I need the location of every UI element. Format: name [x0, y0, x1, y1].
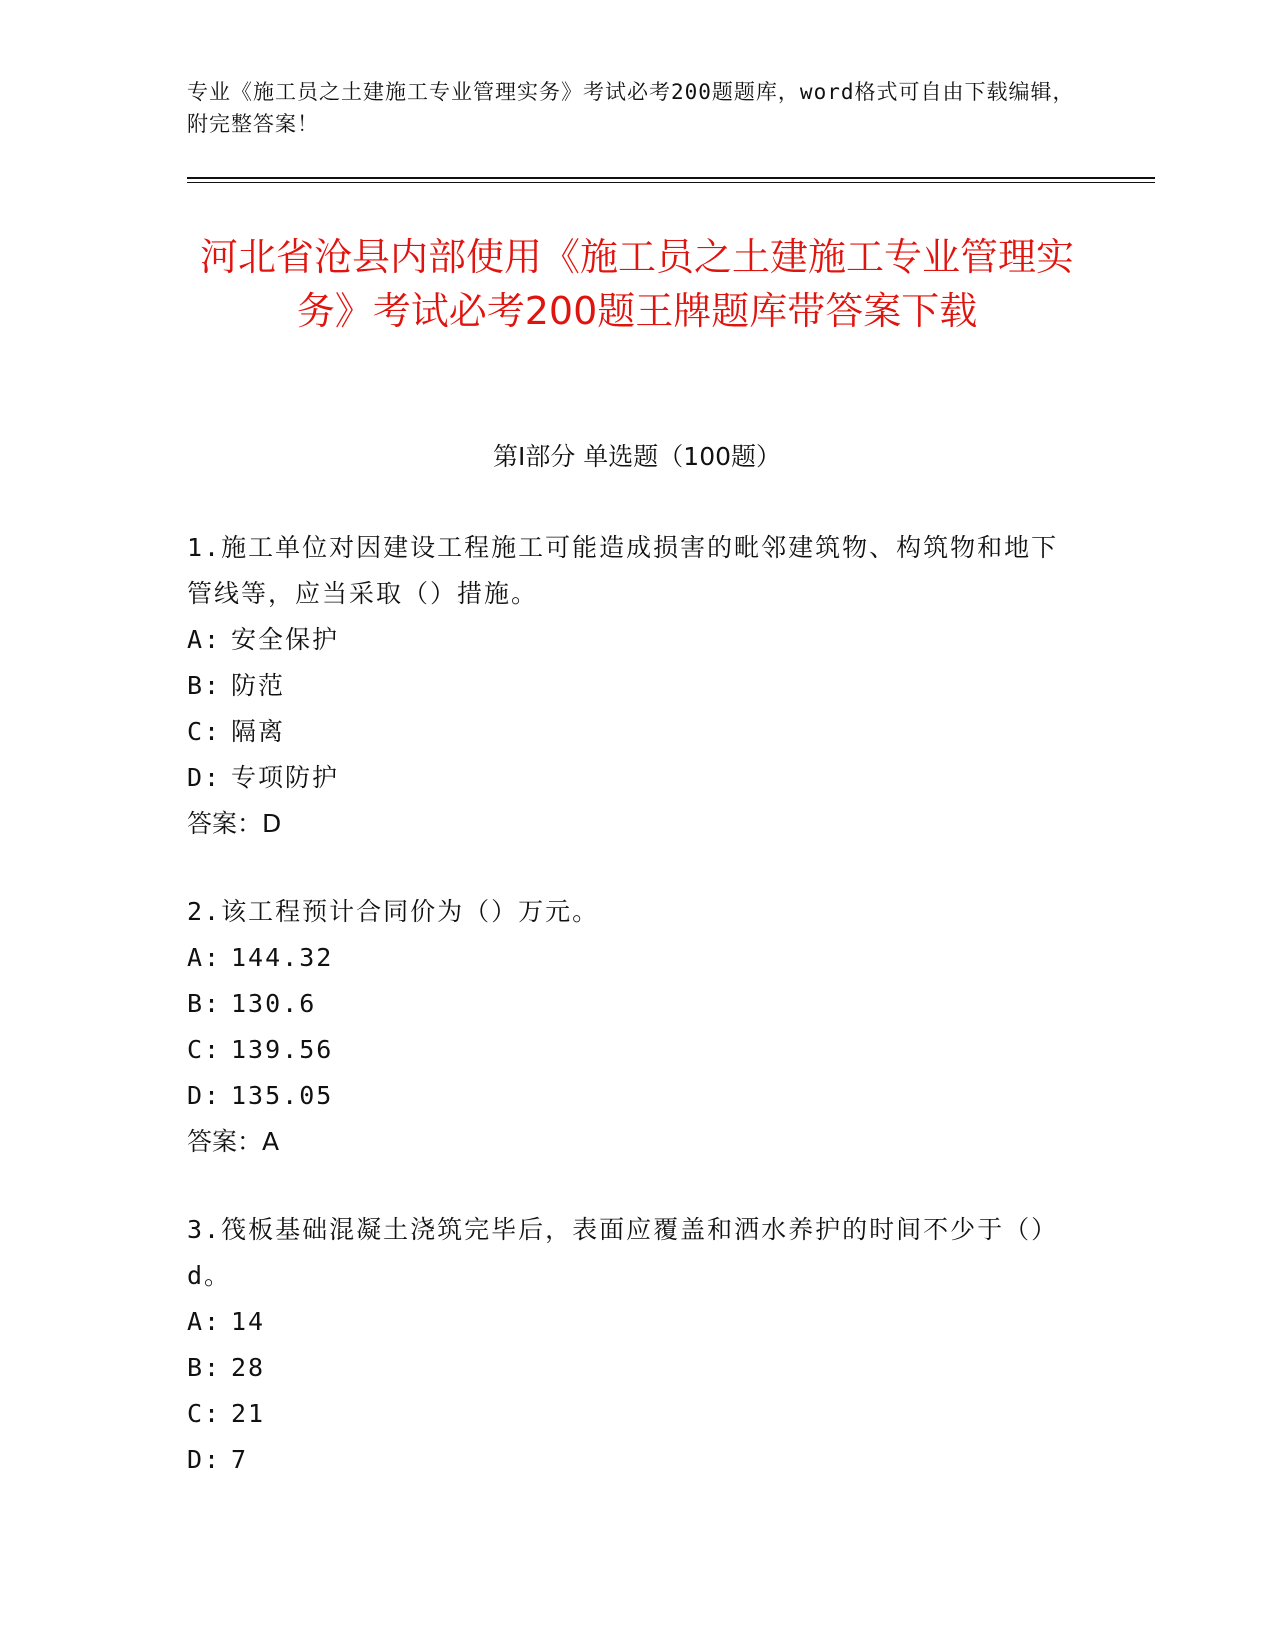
section-heading: 第Ⅰ部分 单选题（100题） — [492, 442, 782, 471]
question-stem: 1.施工单位对因建设工程施工可能造成损害的毗邻建筑物、构筑物和地下管线等，应当采取（）措施。 — [187, 533, 1059, 608]
header-divider-thin — [187, 182, 1155, 183]
document-title: 河北省沧县内部使用《施工员之土建施工专业管理实务》考试必考200题王牌题库带答案下载 — [199, 235, 1074, 333]
option-label: D: — [187, 1445, 222, 1474]
option-label: A: — [187, 625, 222, 654]
option-label: C: — [187, 717, 222, 746]
question-1 — [187, 525, 1067, 847]
option-a — [187, 617, 1067, 663]
option-b — [187, 981, 1067, 1027]
option-text: 安全保护 — [231, 625, 340, 654]
option-text: 防范 — [231, 671, 286, 700]
option-text: 28 — [231, 1353, 266, 1382]
option-c — [187, 1027, 1067, 1073]
option-text: 144.32 — [231, 943, 334, 972]
option-label: D: — [187, 763, 222, 792]
option-c — [187, 709, 1067, 755]
option-b — [187, 1345, 1067, 1391]
option-label: B: — [187, 671, 222, 700]
question-list — [187, 525, 1067, 1525]
option-label: C: — [187, 1399, 222, 1428]
option-a — [187, 1299, 1067, 1345]
option-text: 7 — [231, 1445, 249, 1474]
option-c — [187, 1391, 1067, 1437]
answer: 答案：D — [187, 809, 282, 838]
option-label: D: — [187, 1081, 222, 1110]
option-label: B: — [187, 989, 222, 1018]
option-text: 专项防护 — [231, 763, 340, 792]
option-b — [187, 663, 1067, 709]
option-d — [187, 1437, 1067, 1483]
option-text: 139.56 — [231, 1035, 334, 1064]
question-3 — [187, 1207, 1067, 1483]
option-text: 隔离 — [231, 717, 286, 746]
option-text: 14 — [231, 1307, 266, 1336]
question-stem: 3.筏板基础混凝土浇筑完毕后，表面应覆盖和洒水养护的时间不少于（）d。 — [187, 1215, 1059, 1290]
option-d — [187, 755, 1067, 801]
option-text: 21 — [231, 1399, 266, 1428]
question-2 — [187, 889, 1067, 1165]
option-text: 130.6 — [231, 989, 317, 1018]
option-label: A: — [187, 943, 222, 972]
question-stem: 2.该工程预计合同价为（）万元。 — [187, 897, 600, 926]
option-label: C: — [187, 1035, 222, 1064]
header-divider-thick — [187, 177, 1155, 179]
option-text: 135.05 — [231, 1081, 334, 1110]
header-note: 专业《施工员之土建施工专业管理实务》考试必考200题题库，word格式可自由下载编辑，附完整答案！ — [187, 80, 1075, 136]
option-label: A: — [187, 1307, 222, 1336]
option-label: B: — [187, 1353, 222, 1382]
option-a — [187, 935, 1067, 981]
option-d — [187, 1073, 1067, 1119]
answer: 答案：A — [187, 1127, 280, 1156]
